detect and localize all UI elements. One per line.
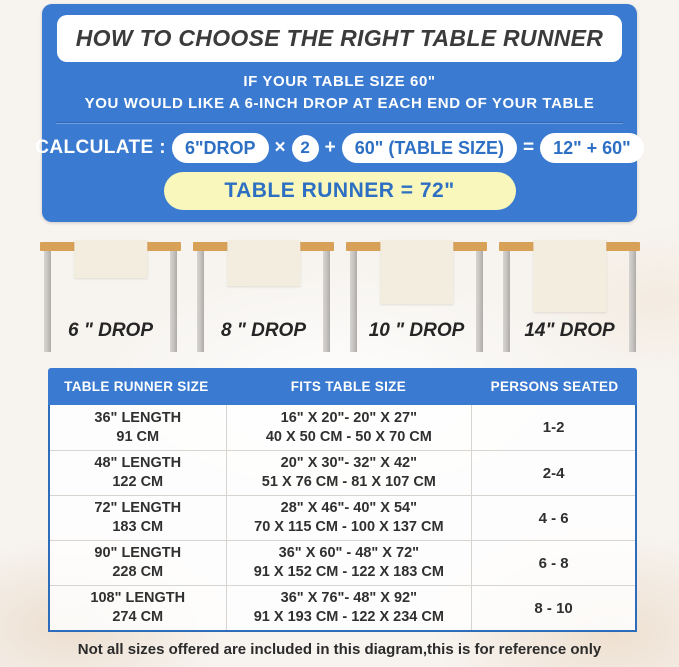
runner-cloth: [380, 240, 453, 304]
persons-seated-cell: 2-4: [471, 451, 635, 495]
table-row: [50, 405, 635, 450]
fits-table-cell: [226, 496, 472, 540]
fits-table-cm: 91 X 193 CM - 122 X 234 CM: [253, 609, 444, 625]
persons-seated-cell: 1-2: [471, 405, 635, 450]
fits-table-inches: 16" X 20"- 20" X 27": [280, 409, 417, 426]
column-header-persons: PERSONS SEATED: [490, 379, 619, 394]
persons-seated-cell: 6 - 8: [471, 541, 635, 585]
disclaimer-note: Not all sizes offered are included in this diagram,this is for reference only: [77, 641, 602, 658]
runner-size-cell: [50, 496, 226, 540]
subtitle-line-1: IF YOUR TABLE SIZE 60": [243, 73, 436, 90]
plus-operator: +: [324, 137, 336, 158]
runner-size-inches: 72" LENGTH: [94, 500, 182, 516]
drop-illustrations: [40, 240, 640, 352]
persons-seated-cell: 4 - 6: [471, 496, 635, 540]
fits-table-cell: [226, 451, 472, 495]
table-row: [50, 495, 635, 540]
fits-table-cm: 40 X 50 CM - 50 X 70 CM: [265, 428, 432, 445]
table-size-pill: 60" (TABLE SIZE): [342, 133, 517, 163]
drop-figure-6: [40, 240, 181, 352]
drop-label: 6 " DROP: [67, 320, 154, 341]
fits-table-cm: 51 X 76 CM - 81 X 107 CM: [261, 474, 436, 490]
runner-cloth: [74, 240, 147, 278]
column-header-runner-size: TABLE RUNNER SIZE: [64, 379, 209, 394]
fits-table-cell: [226, 405, 472, 450]
runner-size-cell: [50, 541, 226, 585]
persons-seated-cell: 8 - 10: [471, 586, 635, 630]
drop-figure-10: [346, 240, 487, 352]
calculate-label: CALCULATE :: [35, 137, 166, 158]
instruction-panel: [35, 4, 637, 222]
fits-table-cell: [226, 541, 472, 585]
runner-size-inches: 90" LENGTH: [94, 545, 182, 561]
drop-figure-8: [193, 240, 334, 352]
column-header-fits-table: FITS TABLE SIZE: [290, 379, 406, 394]
drop-value-pill: 6"DROP: [172, 133, 269, 163]
runner-size-inches: 108" LENGTH: [90, 590, 186, 606]
title-box: [57, 15, 622, 62]
table-body: [48, 405, 637, 632]
runner-size-inches: 36" LENGTH: [94, 409, 182, 426]
runner-size-cm: 274 CM: [112, 609, 164, 625]
drop-label: 14" DROP: [524, 320, 615, 341]
fits-table-inches: 36" X 76"- 48" X 92": [280, 590, 417, 606]
fits-table-cm: 91 X 152 CM - 122 X 183 CM: [253, 564, 444, 580]
table-row: [50, 540, 635, 585]
runner-size-cm: 122 CM: [112, 474, 164, 490]
fits-table-cell: [226, 586, 472, 630]
runner-size-cm: 91 CM: [116, 428, 160, 445]
table-row: [50, 450, 635, 495]
subtitle-line-2: YOU WOULD LIKE A 6-INCH DROP AT EACH END OF YOUR TABLE: [84, 95, 595, 112]
calculation-formula: [35, 133, 637, 163]
drop-label: 8 " DROP: [220, 320, 307, 341]
drop-label: 10 " DROP: [368, 320, 465, 341]
fits-table-inches: 36" X 60" - 48" X 72": [278, 545, 420, 561]
runner-result-pill: TABLE RUNNER = 72": [164, 172, 516, 210]
size-reference-table: [48, 368, 637, 632]
runner-size-cell: [50, 586, 226, 630]
runner-size-cell: [50, 405, 226, 450]
sum-pill: 12" + 60": [540, 133, 644, 163]
equals-operator: =: [522, 137, 535, 158]
runner-cloth: [533, 240, 606, 312]
panel-divider: [56, 122, 623, 124]
runner-size-cell: [50, 451, 226, 495]
runner-size-cm: 183 CM: [112, 519, 164, 535]
multiplier-circle: 2: [292, 135, 319, 162]
runner-cloth: [227, 240, 300, 286]
runner-size-inches: 48" LENGTH: [94, 455, 182, 471]
fits-table-cm: 70 X 115 CM - 100 X 137 CM: [254, 519, 444, 535]
fits-table-inches: 28" X 46"- 40" X 54": [280, 500, 417, 516]
runner-size-cm: 228 CM: [112, 564, 164, 580]
fits-table-inches: 20" X 30"- 32" X 42": [280, 455, 417, 471]
multiply-operator: ×: [274, 137, 286, 158]
table-header-row: [48, 368, 637, 405]
drop-figure-14: [499, 240, 640, 352]
table-row: [50, 585, 635, 630]
page-title: HOW TO CHOOSE THE RIGHT TABLE RUNNER: [75, 25, 604, 51]
